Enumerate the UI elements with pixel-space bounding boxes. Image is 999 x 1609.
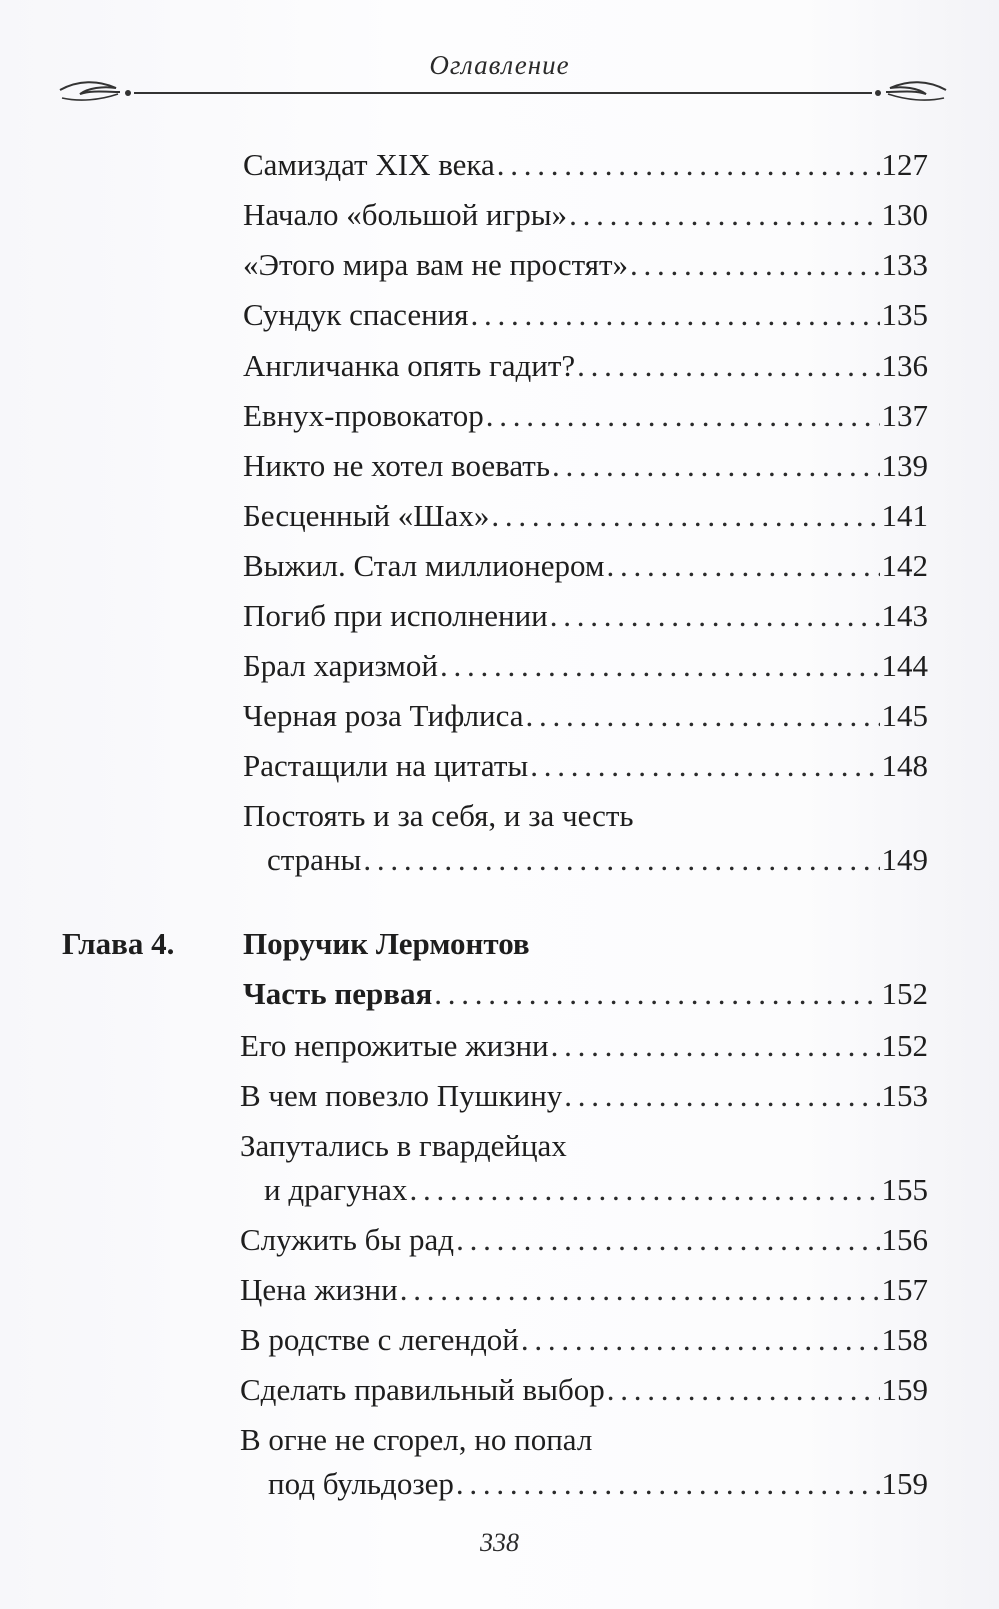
toc-part-entry: Часть первая . . . 152 [243,976,928,1012]
page-number: 338 [480,1528,519,1557]
ornamental-rule [58,72,948,112]
toc-entry: Погиб при исполнении . . . 143 [243,598,928,634]
running-head: Оглавление [429,50,570,80]
toc-entry: Самиздат XIX века . . . 127 [243,147,928,183]
toc-entry: Сундук спасения . . . 135 [243,297,928,333]
toc-entry: «Этого мира вам не простят» . . . 133 [243,247,928,283]
toc-entry: В чем повезло Пушкину . . . 153 [240,1078,928,1114]
toc-entry: Служить бы рад . . . 156 [240,1222,928,1258]
toc-entry: Выжил. Стал миллионером . . . 142 [243,548,928,584]
toc-entry: Его непрожитые жизни . . . 152 [240,1028,928,1064]
toc-entry: Никто не хотел воевать . . . 139 [243,448,928,484]
toc-entry: Бесценный «Шах» . . . 141 [243,498,928,534]
toc-entry: Цена жизни . . . 157 [240,1272,928,1308]
toc-entry: Брал харизмой . . . 144 [243,648,928,684]
toc-entry: Начало «большой игры» . . . 130 [243,197,928,233]
toc-entry: В родстве с легендой . . . 158 [240,1322,928,1358]
toc-entry: Растащили на цитаты . . . 148 [243,748,928,784]
toc-entry: Сделать правильный выбор . . . 159 [240,1372,928,1408]
toc-entry-wrapped: Постоять и за себя, и за честь страны . . . 149 [243,798,928,878]
chapter-title: Поручик Лермонтов [243,926,530,961]
toc-entry-line1: Запутались в гвардейцах [240,1128,567,1163]
toc-entry-line1: В огне не сгорел, но попал [240,1422,593,1457]
chapter-label: Глава 4. [62,926,175,961]
toc-entry: Англичанка опять гадит? . . . 136 [243,348,928,384]
toc-entry: Черная роза Тифлиса . . . 145 [243,698,928,734]
toc-entry-line1: Постоять и за себя, и за честь [243,798,634,833]
toc-entry-wrapped: В огне не сгорел, но попал под бульдозер . . . 159 [240,1422,928,1502]
toc-entry: Евнух-провокатор . . . 137 [243,398,928,434]
toc-entry-wrapped: Запутались в гвардейцах и драгунах . . . 155 [240,1128,928,1208]
